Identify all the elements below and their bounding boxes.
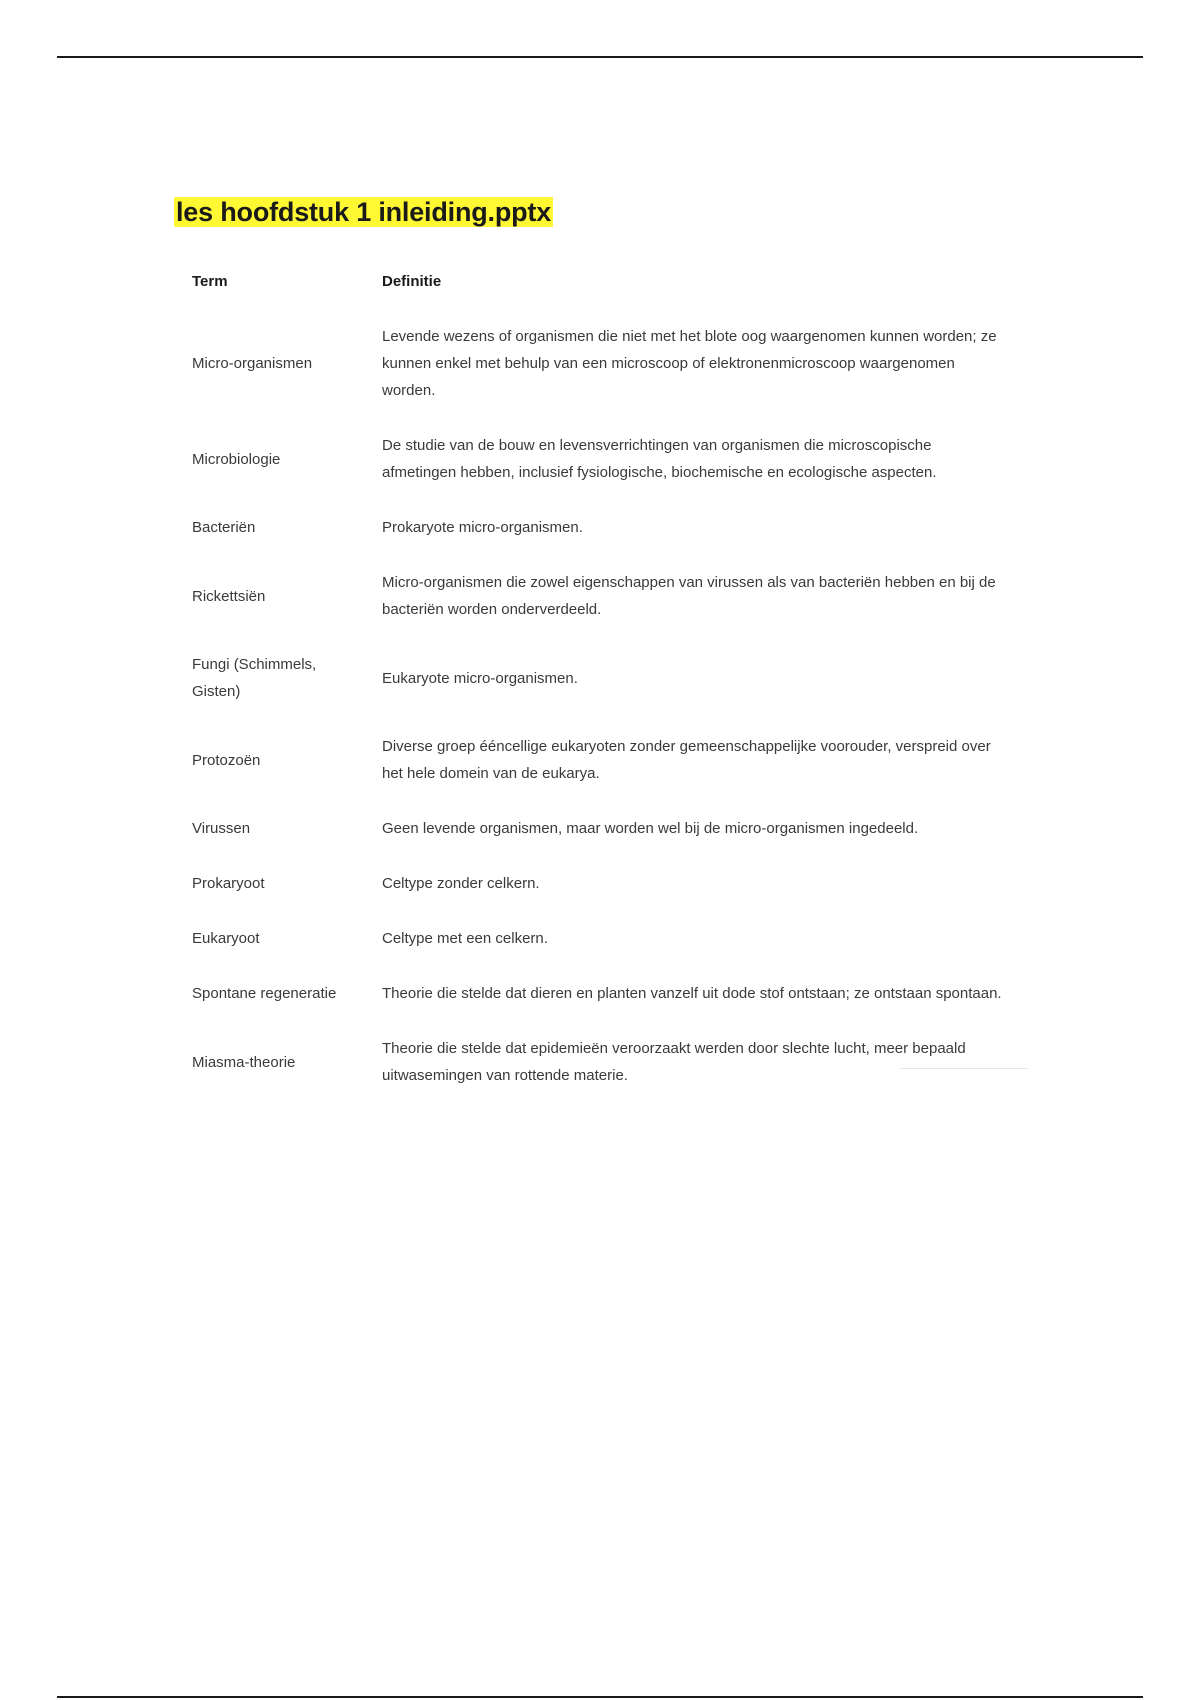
table-row: [180, 966, 1020, 1021]
term-cell: Spontane regeneratie: [192, 985, 337, 1002]
table-row: [180, 637, 1020, 719]
term-cell: Microbiologie: [192, 450, 281, 468]
definition-cell: Levende wezens of organismen die niet met het blote oog waargenomen kunnen worden; ze kunnen enkel met behulp van een microscoop of elektronenmicroscoop waargenomen worden.: [382, 328, 997, 399]
title-highlight: les hoofdstuk 1 inleiding.pptx: [176, 197, 552, 227]
table-row: [180, 500, 1020, 555]
document-title: [174, 195, 553, 229]
definition-cell: Theorie die stelde dat dieren en planten vanzelf uit dode stof ontstaan; ze ontstaan spontaan.: [382, 985, 1002, 1002]
table-row: [180, 555, 1020, 637]
term-cell: Fungi (Schimmels, Gisten): [192, 656, 317, 700]
definition-cell: Geen levende organismen, maar worden wel bij de micro-organismen ingedeeld.: [382, 820, 919, 837]
table-row: [180, 719, 1020, 801]
table-row: [180, 801, 1020, 856]
definition-cell: Celtype zonder celkern.: [382, 875, 540, 892]
bottom-rule: [57, 1696, 1143, 1698]
faint-divider: [900, 1068, 1028, 1069]
definition-cell: Eukaryote micro-organismen.: [382, 669, 578, 687]
table-row: [180, 418, 1020, 500]
table-row: [180, 911, 1020, 966]
header-definition: Definitie: [382, 273, 442, 290]
glossary-table: [180, 262, 1020, 1103]
definition-cell: De studie van de bouw en levensverrichtingen van organismen die microscopische afmetingen hebben, inclusief fysiologische, biochemische en ecologische aspecten.: [382, 437, 937, 481]
term-cell: Eukaryoot: [192, 930, 260, 947]
term-cell: Protozoën: [192, 751, 261, 769]
term-cell: Miasma-theorie: [192, 1053, 296, 1071]
definition-cell: Prokaryote micro-organismen.: [382, 519, 583, 536]
table-row: [180, 1021, 1020, 1103]
term-cell: Bacteriën: [192, 519, 256, 536]
header-term: Term: [192, 273, 228, 290]
definition-cell: Celtype met een celkern.: [382, 930, 548, 947]
term-cell: Prokaryoot: [192, 875, 265, 892]
top-rule: [57, 56, 1143, 58]
term-cell: Virussen: [192, 820, 251, 837]
table-row: [180, 856, 1020, 911]
definition-cell: Micro-organismen die zowel eigenschappen van virussen als van bacteriën hebben en bij de bacteriën worden onderverdeeld.: [382, 574, 996, 618]
table-row: [180, 309, 1020, 418]
term-cell: Micro-organismen: [192, 355, 313, 372]
table-header-row: [180, 262, 1020, 309]
term-cell: Rickettsiën: [192, 587, 266, 605]
definition-cell: Diverse groep ééncellige eukaryoten zonder gemeenschappelijke voorouder, verspreid over het hele domein van de eukarya.: [382, 738, 991, 782]
definition-cell: Theorie die stelde dat epidemieën veroorzaakt werden door slechte lucht, meer bepaald uitwasemingen van rottende materie.: [382, 1040, 966, 1084]
